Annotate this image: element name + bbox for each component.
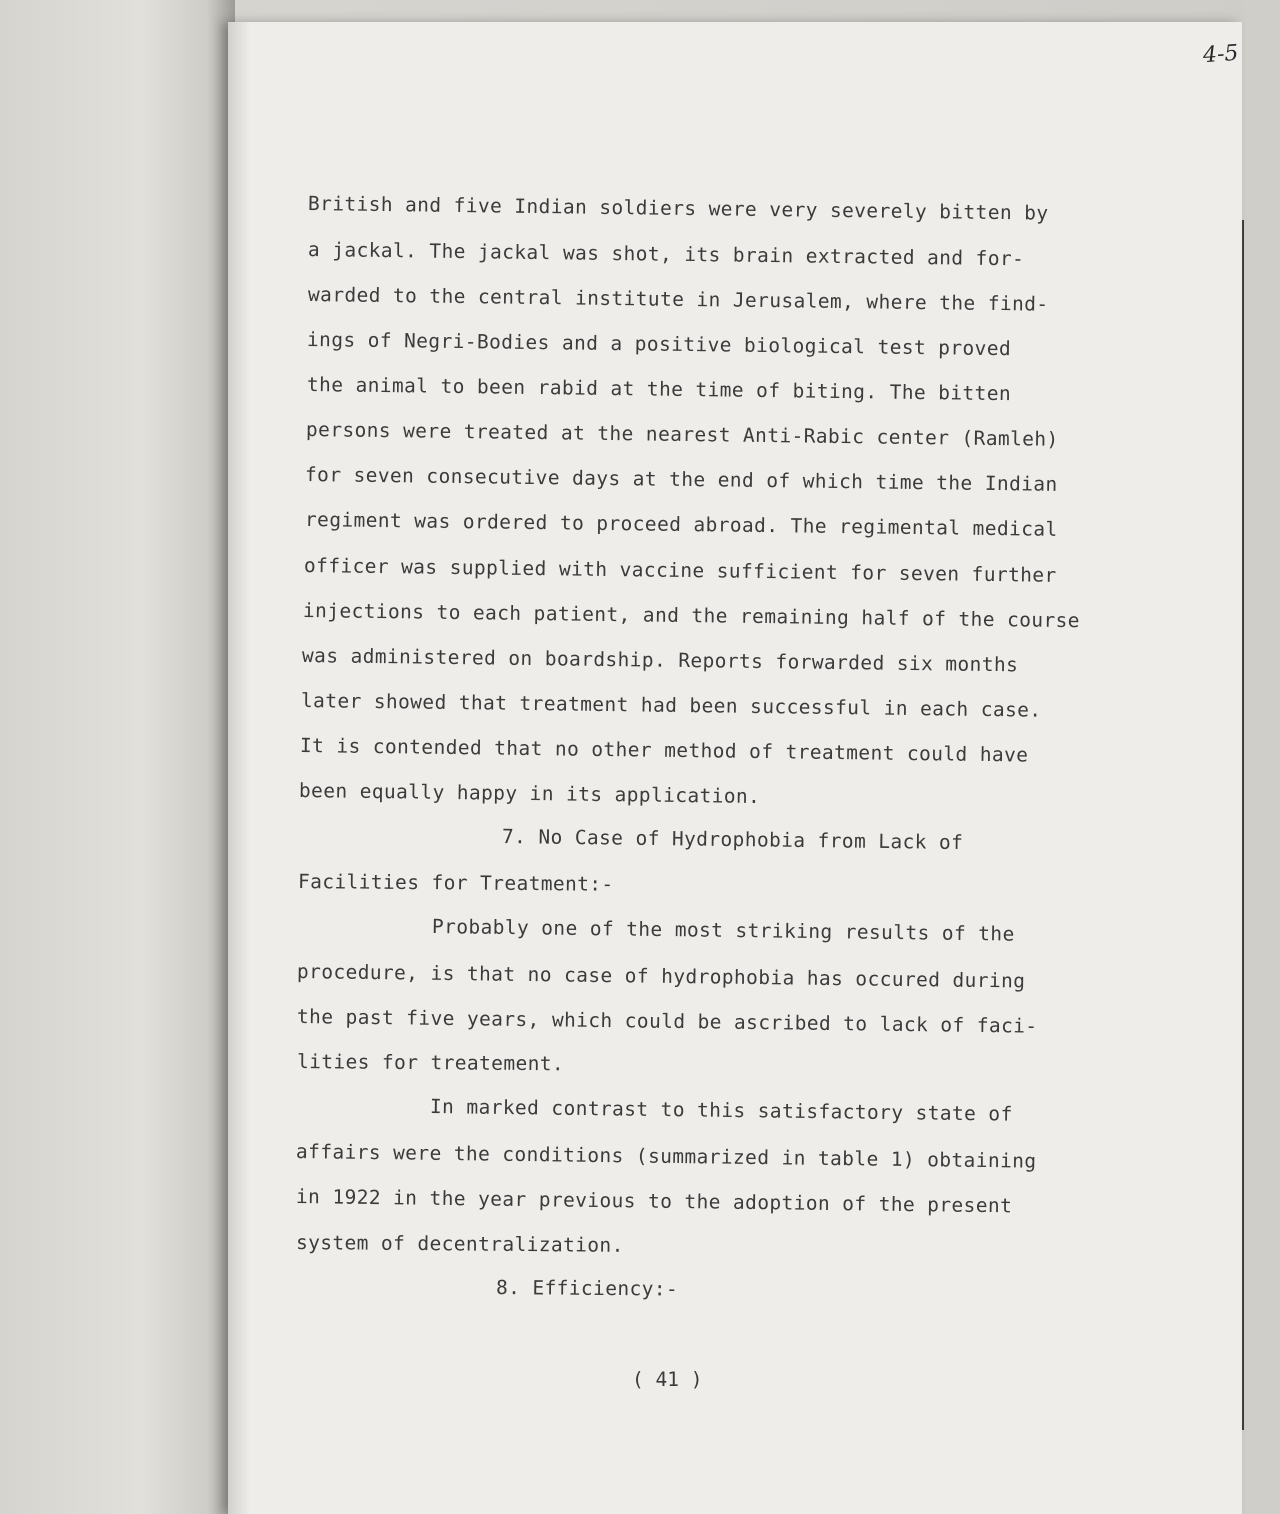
text-line: warded to the central institute in Jerusalem, where the find- bbox=[307, 283, 1049, 316]
handwritten-folio-number: 4-5 bbox=[1202, 40, 1240, 69]
text-line: persons were treated at the nearest Anti-Rabic center (Ramleh) bbox=[305, 418, 1059, 451]
text-line: It is contended that no other method of treatment could have bbox=[299, 734, 1029, 767]
text-line: procedure, is that no case of hydrophobia has occured during bbox=[296, 960, 1026, 993]
background-surface bbox=[1244, 0, 1280, 1514]
section-7-heading: 7. No Case of Hydrophobia from Lack of bbox=[501, 825, 964, 855]
text-line: regiment was ordered to proceed abroad. The regimental medical bbox=[304, 508, 1058, 541]
text-line: a jackal. The jackal was shot, its brain extracted and for- bbox=[307, 238, 1025, 271]
text-line: the past five years, which could be ascribed to lack of faci- bbox=[296, 1005, 1038, 1038]
text-line: later showed that treatment had been successful in each case. bbox=[300, 689, 1042, 722]
text-line: for seven consecutive days at the end of which time the Indian bbox=[304, 463, 1058, 496]
document-page bbox=[228, 22, 1242, 1514]
text-line: system of decentralization. bbox=[295, 1231, 624, 1257]
text-line: affairs were the conditions (summarized in table 1) obtaining bbox=[295, 1140, 1037, 1173]
text-line: was administered on boardship. Reports forwarded six months bbox=[301, 644, 1019, 677]
gutter-shadow bbox=[228, 22, 250, 1514]
text-line: officer was supplied with vaccine sufficient for seven further bbox=[303, 554, 1057, 587]
text-line: British and five Indian soldiers were very severely bitten by bbox=[307, 192, 1049, 225]
text-line: lities for treatement. bbox=[296, 1050, 565, 1076]
text-line: In marked contrast to this satisfactory state of bbox=[429, 1095, 1013, 1126]
section-7-heading-continued: Facilities for Treatment:- bbox=[297, 870, 614, 896]
page-number: ( 41 ) bbox=[632, 1368, 703, 1391]
section-8-heading: 8. Efficiency:- bbox=[495, 1276, 679, 1301]
text-line: injections to each patient, and the remaining half of the course bbox=[302, 599, 1081, 633]
text-line: Probably one of the most striking results of the bbox=[431, 915, 1015, 946]
text-line: the animal to been rabid at the time of biting. The bitten bbox=[306, 373, 1012, 406]
facing-left-page bbox=[0, 0, 235, 1514]
text-line: been equally happy in its application. bbox=[298, 779, 761, 809]
text-line: in 1922 in the year previous to the adoption of the present bbox=[295, 1185, 1013, 1218]
text-line: ings of Negri-Bodies and a positive biological test proved bbox=[306, 328, 1012, 361]
